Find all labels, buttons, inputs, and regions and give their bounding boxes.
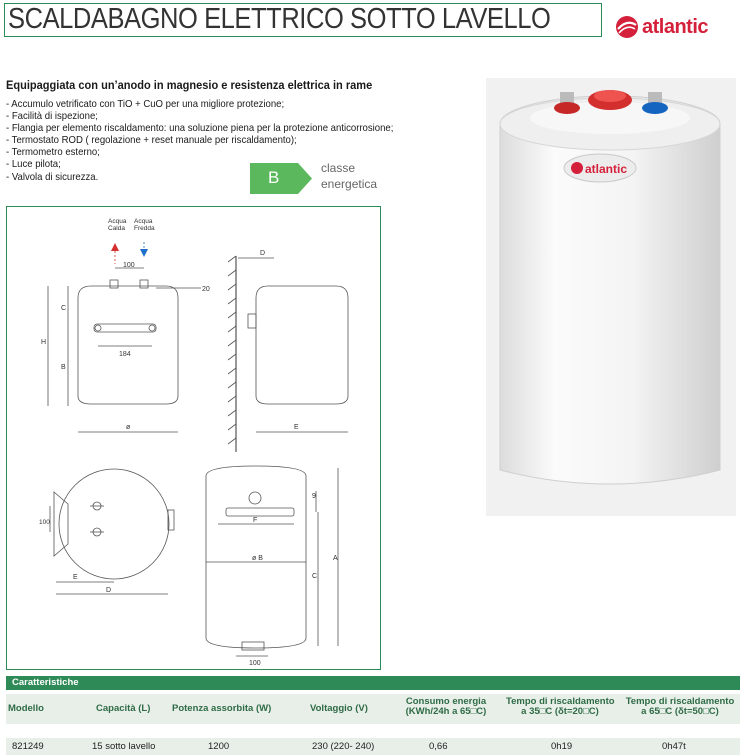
th-consumption xyxy=(404,697,488,717)
feature-item: - Termometro esterno; xyxy=(6,147,100,159)
th-capacity: Capacità (L) xyxy=(96,703,151,714)
hot-water-label-1: Acqua xyxy=(108,218,127,225)
atlantic-logo-icon xyxy=(614,14,640,40)
cell-power: 1200 xyxy=(208,741,230,752)
product-photo xyxy=(486,78,736,516)
dim-B: B xyxy=(61,364,66,371)
hot-water-arrow-icon xyxy=(111,243,119,251)
dim-diameter: ø xyxy=(126,424,131,431)
th-model: Modello xyxy=(8,703,44,714)
cell-heat65: 0h47t xyxy=(662,741,686,752)
dim-oB: ø B xyxy=(252,555,263,562)
brand-name: atlantic xyxy=(642,16,709,38)
th-consumption-l1: Consumo energia xyxy=(405,696,487,707)
th-power: Potenza assorbita (W) xyxy=(172,703,272,714)
energy-class-arrow-icon xyxy=(250,163,312,194)
cell-voltage: 230 (220- 240) xyxy=(312,741,375,752)
dim-9: 9 xyxy=(312,493,316,500)
brand-logo xyxy=(614,14,734,42)
energy-label-line1: classe xyxy=(321,161,356,175)
technical-drawing xyxy=(6,206,381,670)
th-heat35-l2: a 35□C (δt=20□C) xyxy=(521,706,599,717)
cell-consumption: 0,66 xyxy=(429,741,448,752)
table-section-header xyxy=(6,676,740,690)
dim-20: 20 xyxy=(202,286,210,293)
dim-F: F xyxy=(253,517,258,524)
table-header-row xyxy=(6,694,740,724)
feature-item: - Valvola di sicurezza. xyxy=(6,171,99,183)
dim-100-top: 100 xyxy=(123,262,135,269)
dim-C: C xyxy=(61,305,67,312)
cell-heat35: 0h19 xyxy=(551,741,573,752)
th-heat35 xyxy=(506,697,614,717)
product-subtitle: Equipaggiata con un’anodo in magnesio e resistenza elettrica in rame xyxy=(6,78,373,92)
product-badge-text: atlantic xyxy=(585,162,628,176)
feature-item: - Flangia per elemento riscaldamento: una soluzione piena per la protezione anticorrosione; xyxy=(6,123,394,135)
dim-E-bottom: E xyxy=(73,574,78,581)
th-heat65 xyxy=(624,697,736,717)
dim-E-side: E xyxy=(294,424,299,431)
dim-100-bottom: 100 xyxy=(249,660,261,667)
feature-item: - Luce pilota; xyxy=(6,159,61,171)
water-heater-image xyxy=(486,78,736,516)
feature-item: - Facilità di ispezione; xyxy=(6,111,98,123)
dim-100-left: 100 xyxy=(39,519,50,526)
th-voltage: Voltaggio (V) xyxy=(310,703,368,714)
th-heat65-l1: Tempo di riscaldamento xyxy=(625,696,735,707)
th-consumption-l2: (KWh/24h a 65□C) xyxy=(405,706,487,717)
table-section-title: Caratteristiche xyxy=(12,677,79,688)
cold-water-arrow-icon xyxy=(140,249,148,257)
page-title: SCALDABAGNO ELETTRICO SOTTO LAVELLO xyxy=(8,3,551,35)
cell-model: 821249 xyxy=(12,741,44,752)
th-heat35-l1: Tempo di riscaldamento xyxy=(506,696,615,707)
feature-item: - Termostato ROD ( regolazione + reset manuale per riscaldamento); xyxy=(6,135,297,147)
dim-184: 184 xyxy=(119,351,131,358)
energy-label-line2: energetica xyxy=(321,177,378,191)
dim-D-side: D xyxy=(260,250,266,257)
cell-capacity: 15 sotto lavello xyxy=(92,741,156,752)
dim-A: A xyxy=(333,555,338,562)
hot-water-label-2: Calda xyxy=(108,225,125,232)
th-heat65-l2: a 65□C (δt=50□C) xyxy=(641,706,719,717)
table-row xyxy=(6,738,740,755)
dim-D-bottom: D xyxy=(106,587,112,594)
feature-item: - Accumulo vetrificato con TiO + CuO per una migliore protezione; xyxy=(6,99,285,110)
dim-H: H xyxy=(41,339,47,346)
cold-water-label-2: Fredda xyxy=(134,225,155,232)
energy-class-label xyxy=(321,160,377,192)
dim-C-right: C xyxy=(312,573,318,580)
energy-class-value: B xyxy=(268,168,280,187)
cold-water-label-1: Acqua xyxy=(134,218,153,225)
